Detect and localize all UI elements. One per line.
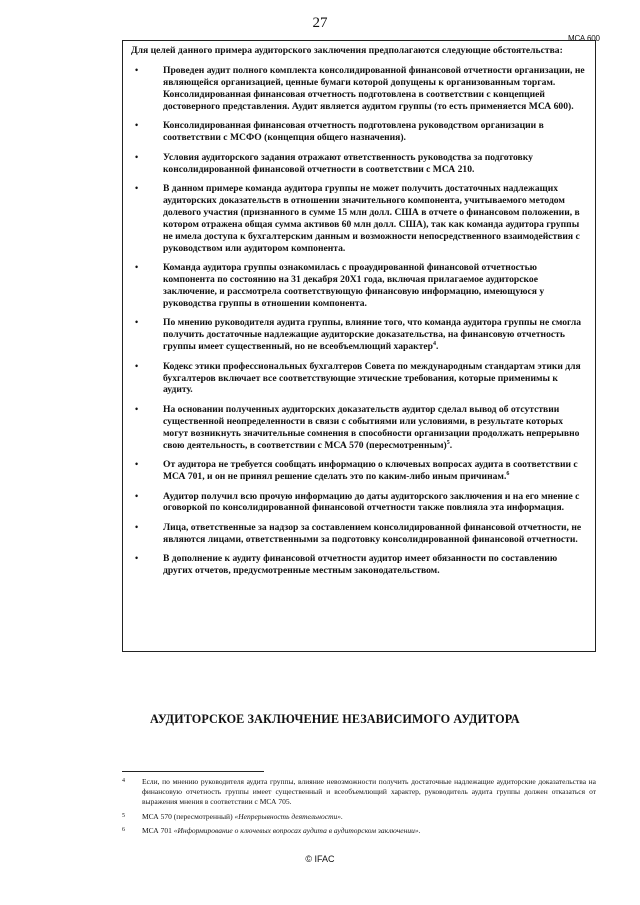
list-item-text: Команда аудитора группы ознакомилась с проаудированной финансовой отчетностью компонента по состоянию на 31 декабря 20X1 года, включая прилагаемое аудиторское заключение, и рассмотрела соответствующую финансовую информацию, имеющуюся у руководства группы в отношении компонента. <box>163 262 545 309</box>
footnote-title: «Непрерывность деятельности». <box>234 811 343 821</box>
box-intro: Для целей данного примера аудиторского заключения предполагаются следующие обстоятельства: <box>131 45 563 56</box>
standard-code: МСА 600 <box>568 34 600 43</box>
list-item-text: По мнению руководителя аудита группы, влияние того, что команда аудитора группы не смогла получить достаточные надлежащие аудиторские доказательства, на финансовую отчетность группы имеет существенный, но не всеобъемлющий характер <box>163 317 582 353</box>
page-number: 27 <box>312 15 328 31</box>
footnote <box>122 826 596 836</box>
list-item-text: В дополнение к аудиту финансовой отчетности аудитор имеет обязанности по составлению других отчетов, предусмотренные местным законодательством. <box>163 553 558 577</box>
list-item <box>131 553 587 577</box>
list-item-text: От аудитора не требуется сообщать информацию о ключевых вопросах аудита в соответствии с МСА 701, и он не принял решение сделать это по каким-либо иным причинам. <box>163 459 578 483</box>
bullet-icon: • <box>135 65 139 75</box>
bullet-icon: • <box>135 262 139 273</box>
footnote-ref[interactable]: 5 <box>446 439 450 446</box>
footnote-number: 5 <box>122 812 125 819</box>
bullet-icon: • <box>135 490 139 501</box>
footnote-ref[interactable]: 4 <box>432 340 436 347</box>
footnote-divider <box>122 771 264 772</box>
footnote-ref[interactable]: 6 <box>506 470 510 477</box>
list-item <box>131 459 587 483</box>
footnote-number: 6 <box>122 826 125 833</box>
list-item-text: На основании полученных аудиторских доказательств аудитор сделал вывод об отсутствии существенной неопределенности в связи с событиями или условиями, в результате которых могут возникнуть значительные сомнения в способности организации продолжать непрерывно свою деятельность, в соответствии с МСА 570 (пересмотренным) <box>163 403 580 451</box>
bullet-icon: • <box>135 120 139 131</box>
bullet-icon: • <box>135 317 139 328</box>
footnote <box>122 812 596 822</box>
bullet-icon: • <box>135 183 139 194</box>
bullet-icon: • <box>135 521 139 532</box>
list-item: • На основании полученных аудиторских доказательств аудитор сделал вывод об отсутствии существенной неопределенности в связи с событиями или условиями, в результате которых могут возникнуть значительные сомнения в способности организации продолжать непрерывно свою деятельность, в соответствии с МСА 570 (пересмотренным)$^5$. <box>135 403 580 451</box>
list-item <box>131 65 587 113</box>
list-item <box>131 183 587 254</box>
list-item-text: Условия аудиторского задания отражают ответственность руководства за подготовку консолидированной финансовой отчетности в соответствии с МСА 210. <box>163 151 533 175</box>
bullet-icon: • <box>135 360 139 371</box>
footnote <box>122 777 596 808</box>
list-item-text: Кодекс этики профессиональных бухгалтеров Совета по международным стандартам этики для бухгалтеров включает все соответствующие этические требования, которые применимы к аудиту. <box>163 360 581 396</box>
footnote-number: 4 <box>122 778 125 784</box>
list-item-text: Аудитор получил всю прочую информацию до даты аудиторского заключения и на его мнение с оговоркой по консолидированной финансовой отчетности также повлияла эта информация. <box>163 490 580 514</box>
bullet-icon: • <box>135 403 139 414</box>
bullet-icon: • <box>135 553 139 564</box>
footnote-text: Если, по мнению руководителя аудита группы, влияние невозможности получить достаточные надлежащие аудиторские доказательства на финансовую отчетность группы имеет существенный и всеобъемлющий характер, руководитель аудита группы должен отказаться от выражения мнения в соответствии с МСА 705. <box>142 777 596 807</box>
circumstances-list <box>131 65 587 577</box>
footnote-text: МСА 701 <box>142 825 174 835</box>
list-item <box>131 522 587 546</box>
list-item-text: Лица, ответственные за надзор за составлением консолидированной финансовой отчетности, не являются лицами, ответственными за подготовку консолидированной финансовой отчетности. <box>163 521 582 545</box>
circumstances-box <box>122 40 596 652</box>
section-heading: АУДИТОРСКОЕ ЗАКЛЮЧЕНИЕ НЕЗАВИСИМОГО АУДИТОРА <box>150 712 520 726</box>
list-item <box>131 120 587 144</box>
copyright-notice: © IFAC <box>305 854 335 864</box>
list-item-text: Консолидированная финансовая отчетность подготовлена руководством организации в соответствии с МСФО (концепция общего назначения). <box>163 120 544 144</box>
footnotes <box>122 777 596 840</box>
list-item: • По мнению руководителя аудита группы, влияние того, что команда аудитора группы не смогла получить достаточные надлежащие аудиторские доказательства, на финансовую отчетность группы имеет существенный, но не всеобъемлющий характер$^4$. <box>135 317 582 353</box>
list-item <box>131 361 587 397</box>
list-item-text: В данном примере команда аудитора группы не может получить достаточных надлежащих аудиторских доказательств в отношении значительного компонента, учитываемого методом долевого участия (признанного в сумме 15 млн долл. США в отчете о финансовом положении, в котором отражена общая сумма активов 60 млн долл. США), так как команда аудитора группы не имела доступа к бухгалтерским данным и возможности непосредственного взаимодействия с руководством или аудитором компонента. <box>163 183 580 254</box>
footnote-text: МСА 570 (пересмотренный) <box>142 811 235 821</box>
list-item <box>131 491 587 515</box>
bullet-icon: • <box>135 151 139 162</box>
bullet-icon: • <box>135 459 139 470</box>
footnote-title: «Информирование о ключевых вопросах аудита в аудиторском заключении». <box>173 825 421 835</box>
list-item <box>131 262 587 310</box>
list-item-text: Проведен аудит полного комплекта консолидированной финансовой отчетности организации, не являющейся организацией, ценные бумаги которой допущены к организованным торгам. Консолидированная финансовая отчетность подготовлена в соответствии с концепцией достоверного представления. Аудит является аудитом группы (то есть применяется МСА 600). <box>163 65 585 112</box>
list-item <box>131 152 587 176</box>
